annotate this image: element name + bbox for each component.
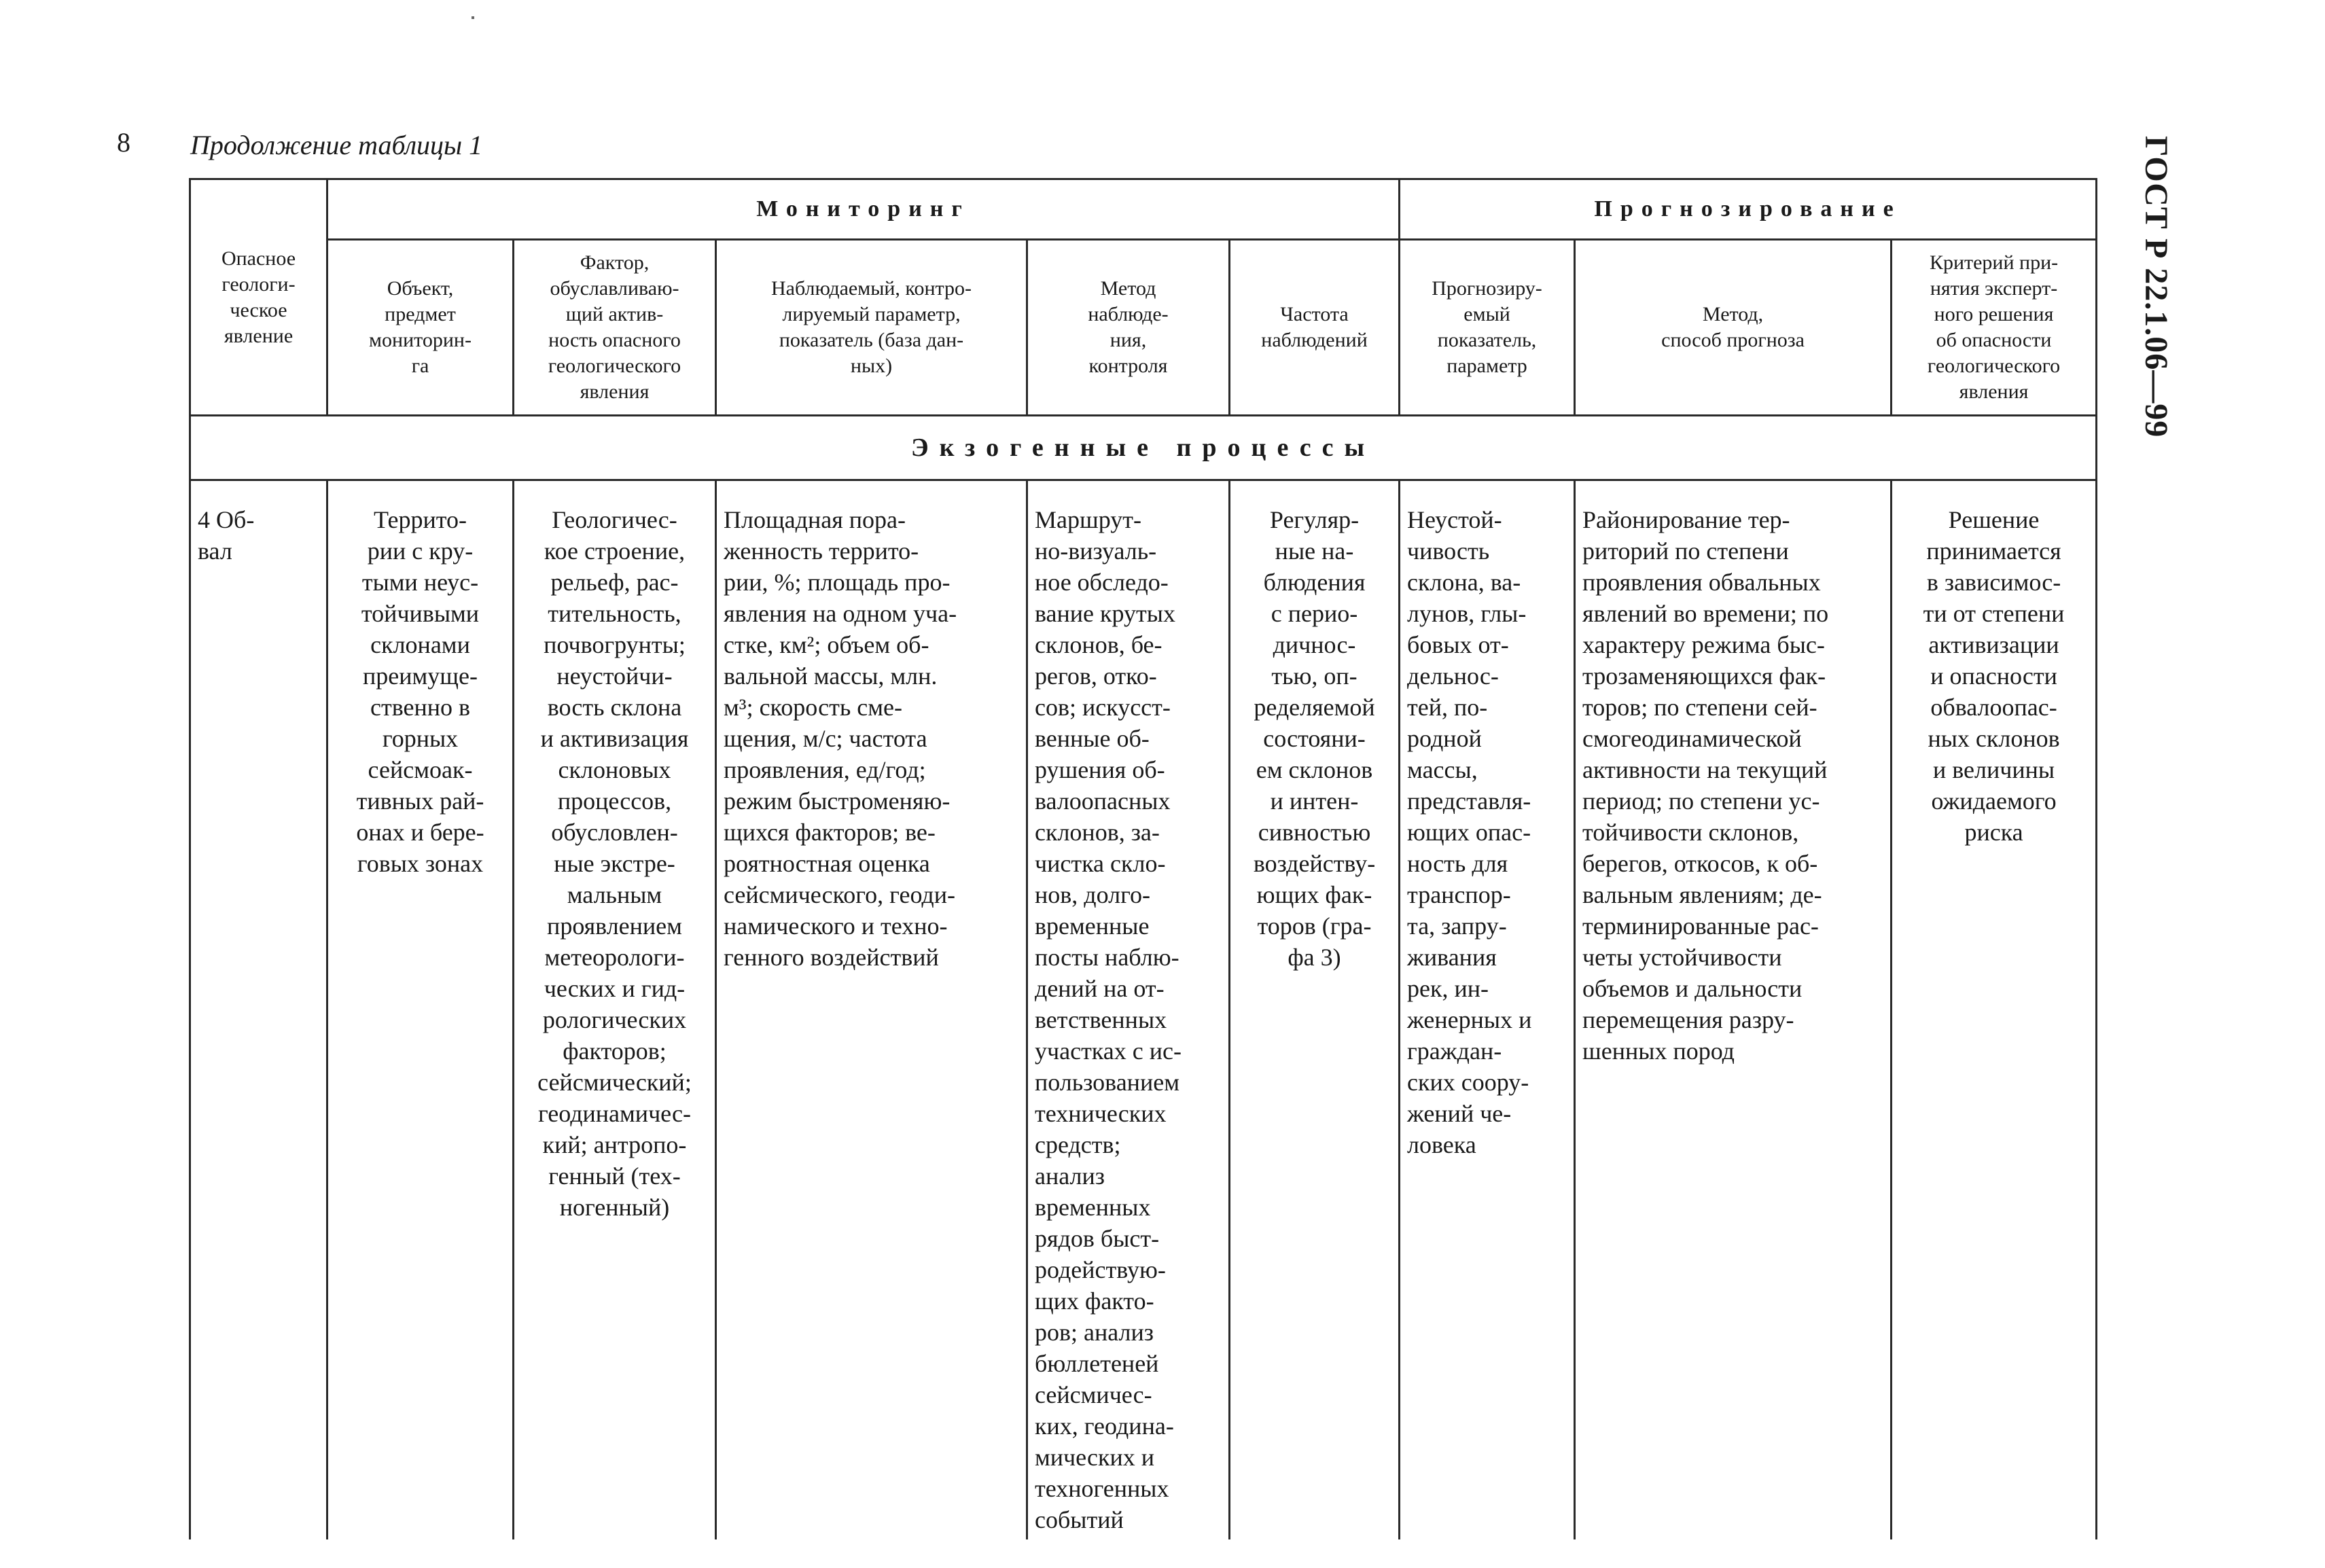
scan-mark [472, 16, 474, 19]
header-parameter: Наблюдаемый, контро- лируемый параметр, показатель (база дан- ных) [716, 240, 1027, 416]
page-number: 8 [117, 127, 130, 158]
cell-factor: Геологичес- кое строение, рельеф, рас- тительность, почвогрунты; неустойчи- вость склона и активизация склоновых процессов, обусловлен- ные экстре- мальным проявлением метеорологи- ческих и гид- рологических факторов; сейсмический; геодинамичес- кий; антропо- генный (тех- ногенный) [514, 480, 716, 1540]
header-object: Объект, предмет мониторин- га [327, 240, 514, 416]
header-frequency: Частота наблюдений [1230, 240, 1400, 416]
cell-forecast-method: Районирование тер- риторий по степени проявления обвальных явлений во времени; по характеру режима быс- трозаменяющихся фак- торов; по степени сей- смогеодинамической активности на текущий период; по степени ус- тойчивости склонов, берегов, откосов, к об- вальным явлениям; де- терминированные рас- четы устойчивости объемов и дальности перемещения разру- шенных пород [1575, 480, 1892, 1540]
cell-criterion: Решение принимается в зависимос- ти от степени активизации и опасности обвалоопас- ных склонов и величины ожидаемого риска [1892, 480, 2097, 1540]
header-forecast-method: Метод, способ прогноза [1575, 240, 1892, 416]
cell-frequency: Регуляр- ные на- блюдения с перио- дичнос- тью, оп- ределяемой состояни- ем склонов и интен- сивностью воздейству- ющих фак- торов (гра- фа 3) [1230, 480, 1400, 1540]
section-title: Экзогенные процессы [190, 416, 2097, 480]
geological-hazards-table [189, 178, 2097, 1539]
header-factor: Фактор, обуславливаю- щий актив- ность опасного геологического явления [514, 240, 716, 416]
cell-forecast-parameter: Неустой- чивость склона, ва- лунов, глы- бовых от- дельнос- тей, по- родной массы, представля- ющих опас- ность для транспор- та, запру- живания рек, ин- женерных и граждан- ских соору- жений че- ловека [1400, 480, 1575, 1540]
table-row [190, 480, 2097, 1540]
header-group-forecast: Прогнозирование [1400, 179, 2097, 240]
cell-phenomenon: 4 Об- вал [190, 480, 327, 1540]
cell-object: Террито- рии с кру- тыми неус- тойчивыми склонами преимуще- ственно в горных сейсмоак- тивных рай- онах и бере- говых зонах [327, 480, 514, 1540]
table-continuation-caption: Продолжение таблицы 1 [190, 130, 483, 160]
cell-parameter: Площадная пора- женность террито- рии, %; площадь про- явления на одном уча- стке, км²; объем об- вальной массы, млн. м³; скорость сме- щения, м/с; частота проявления, ед/год; режим быстроменяю- щихся факторов; ве- роятностная оценка сейсмического, геоди- намического и техно- генного воздействий [716, 480, 1027, 1540]
header-criterion: Критерий при- нятия эксперт- ного решения об опасности геологического явления [1892, 240, 2097, 416]
header-method: Метод наблюде- ния, контроля [1027, 240, 1230, 416]
header-group-monitoring: Мониторинг [327, 179, 1400, 240]
standard-code: ГОСТ Р 22.1.06—99 [2138, 136, 2174, 438]
header-phenomenon: Опасное геологи- ческое явление [190, 179, 327, 416]
header-forecast-parameter: Прогнозиру- емый показатель, параметр [1400, 240, 1575, 416]
cell-method: Маршрут- но-визуаль- ное обследо- вание крутых склонов, бе- регов, отко- сов; искусст- венные об- рушения об- валоопасных склонов, за- чистка скло- нов, долго- временные посты наблю- дений на от- ветственных участках с ис- пользованием технических средств; анализ временных рядов быст- родействую- щих факто- ров; анализ бюллетеней сейсмичес- ких, геодина- мических и техногенных событий [1027, 480, 1230, 1540]
